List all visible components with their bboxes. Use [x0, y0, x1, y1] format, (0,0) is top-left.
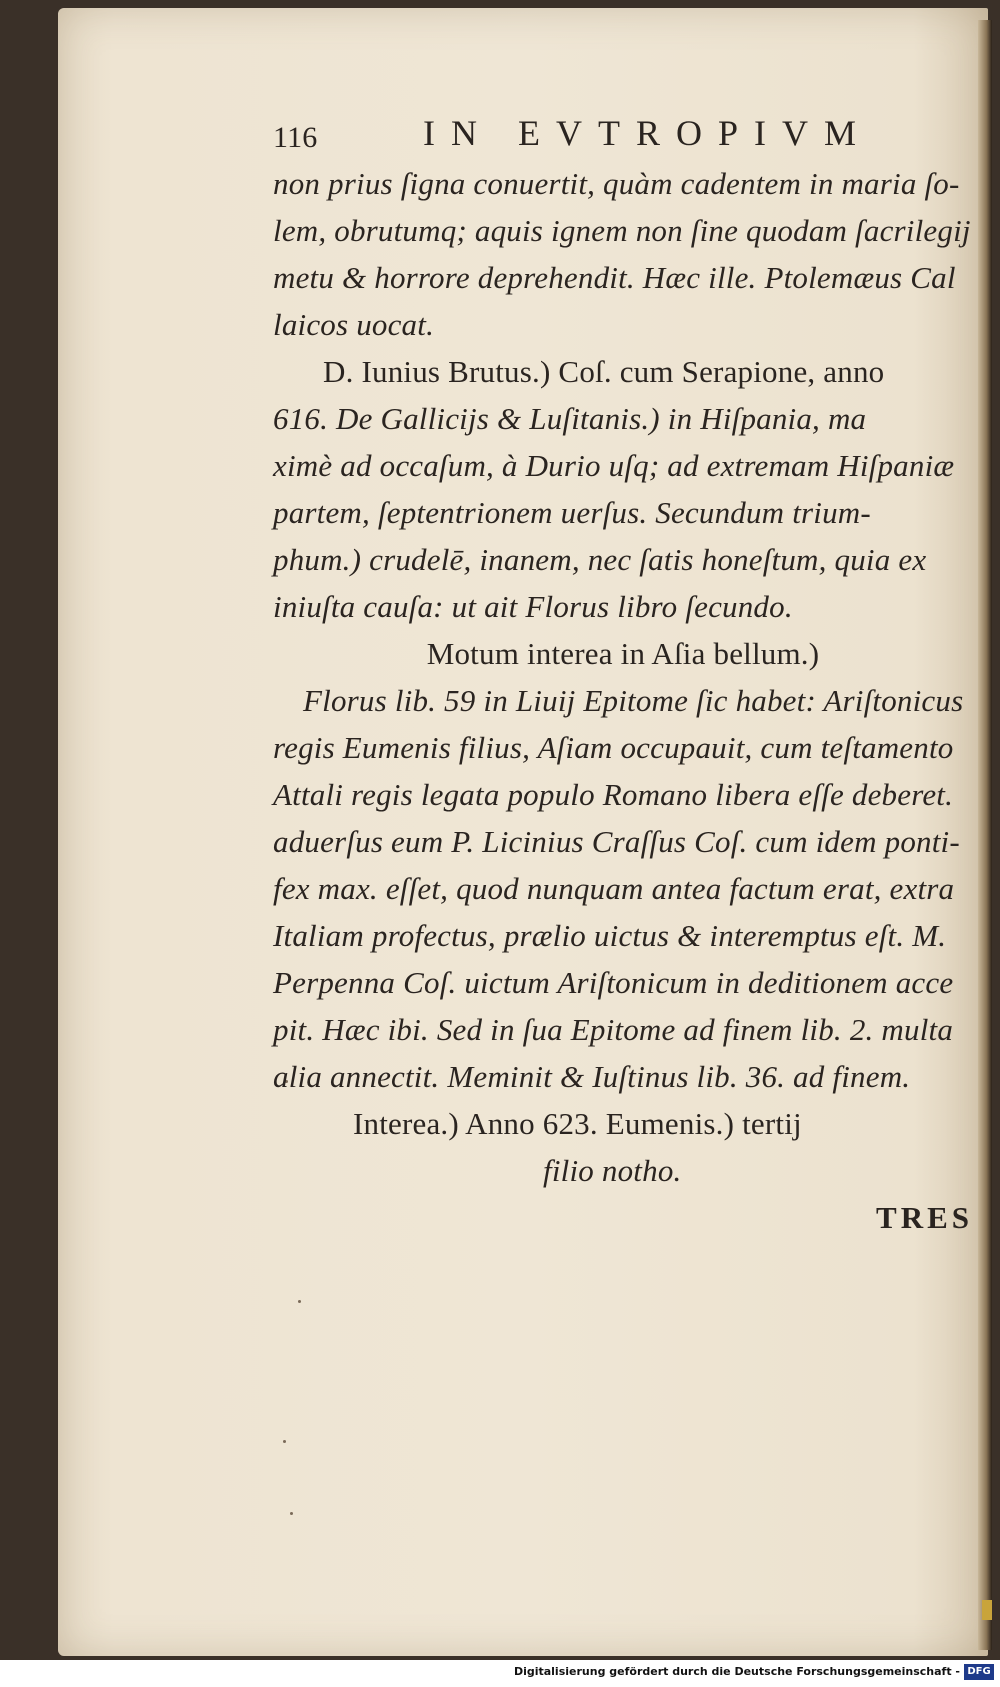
- text-line: phum.) crudelē, inanem, nec ſatis honeſtum, quia ex: [273, 542, 927, 577]
- text-line: filio notho.: [543, 1153, 682, 1188]
- text-line: iniuſta cauſa: ut ait Florus libro ſecundo.: [273, 589, 793, 624]
- page-text: [273, 110, 973, 1241]
- catchword: TRES: [876, 1200, 973, 1235]
- text-line: D. Iunius Brutus.) Coſ. cum Serapione, anno: [323, 354, 885, 389]
- footer-bar: [0, 1660, 1000, 1687]
- paper-speck: [290, 1512, 293, 1515]
- page-edge-mark: [982, 1600, 992, 1620]
- page-number: 116: [273, 121, 318, 154]
- text-line: alia annectit. Meminit & Iuſtinus lib. 36. ad finem.: [273, 1059, 911, 1094]
- running-head-title: IN EVTROPIVM: [423, 113, 872, 153]
- text-line: fex max. eſſet, quod nunquam antea factum erat, extra: [273, 871, 955, 906]
- catchword-row: [273, 1194, 973, 1241]
- page-edge: [978, 20, 992, 1650]
- paper-speck: [283, 1440, 286, 1443]
- text-line: Italiam profectus, prælio uictus & interemptus eſt. M.: [273, 918, 947, 953]
- text-line: lem, obrutumq; aquis ignem non ſine quodam ſacrilegij: [273, 213, 971, 248]
- text-line: 616. De Gallicijs & Luſitanis.) in Hiſpania, ma: [273, 401, 867, 436]
- text-line: Perpenna Coſ. uictum Ariſtonicum in deditionem acce: [273, 965, 954, 1000]
- text-line: aduerſus eum P. Licinius Craſſus Coſ. cum idem ponti-: [273, 824, 960, 859]
- text-line: Attali regis legata populo Romano libera eſſe deberet.: [273, 777, 954, 812]
- text-line: laicos uocat.: [273, 307, 435, 342]
- text-line: Interea.) Anno 623. Eumenis.) tertij: [353, 1106, 802, 1141]
- dfg-logo-icon: DFG: [964, 1664, 994, 1680]
- section-heading: Motum interea in Aſia bellum.): [426, 636, 820, 671]
- text-line: non prius ſigna conuertit, quàm cadentem in maria ſo-: [273, 166, 960, 201]
- text-line: regis Eumenis filius, Aſiam occupauit, cum teſtamento: [273, 730, 954, 765]
- paper-speck: [298, 1300, 301, 1303]
- text-line: Florus lib. 59 in Liuij Epitome ſic habet: Ariſtonicus: [303, 683, 964, 718]
- text-line: partem, ſeptentrionem uerſus. Secundum trium-: [273, 495, 871, 530]
- running-head: [273, 110, 973, 158]
- footer-credit: Digitalisierung gefördert durch die Deutsche Forschungsgemeinschaft -: [513, 1665, 960, 1678]
- text-line: pit. Hæc ibi. Sed in ſua Epitome ad finem lib. 2. multa: [273, 1012, 954, 1047]
- text-line: metu & horrore deprehendit. Hæc ille. Ptolemæus Cal: [273, 260, 956, 295]
- text-line: ximè ad occaſum, à Durio uſq; ad extremam Hiſpaniæ: [273, 448, 955, 483]
